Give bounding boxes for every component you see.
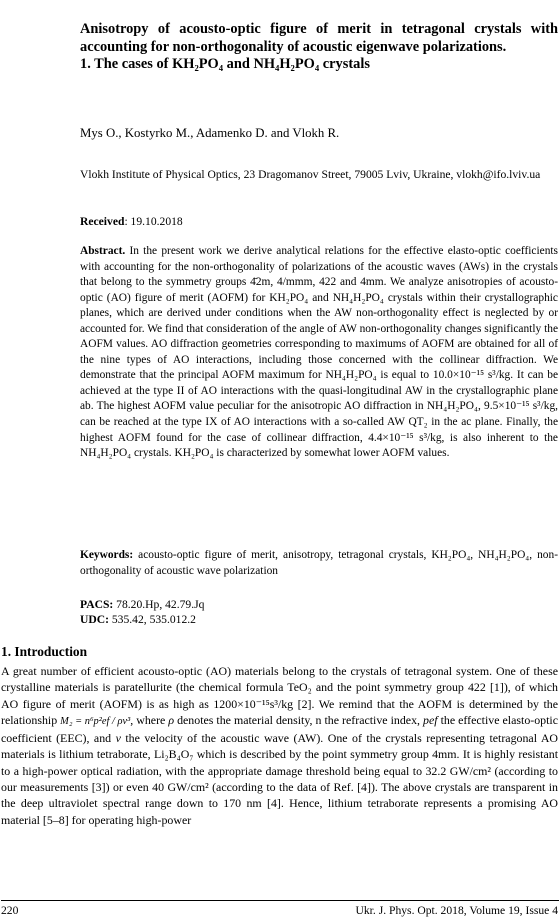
abstract-label: Abstract. bbox=[80, 245, 126, 257]
section-heading: 1. Introduction bbox=[1, 644, 88, 659]
udc-label: UDC: bbox=[80, 612, 109, 626]
abstract bbox=[80, 244, 558, 462]
pacs-label: PACS: bbox=[80, 598, 114, 611]
aofm-formula: M₂ = n⁶p²ef / ρv³ bbox=[60, 715, 131, 727]
intro-text-2: , where bbox=[130, 712, 169, 727]
author-list: Mys O., Kostyrko M., Adamenko D. and Vlokh R. bbox=[80, 126, 340, 140]
keywords bbox=[80, 548, 558, 579]
received-value: : 19.10.2018 bbox=[124, 215, 183, 228]
udc-value: 535.42, 535.012.2 bbox=[108, 612, 196, 626]
rho-symbol: ρ bbox=[168, 712, 175, 727]
page-number: 220 bbox=[1, 904, 19, 917]
keywords-label: Keywords: bbox=[80, 549, 134, 561]
intro-text-1: A great number of efficient acousto-optic (AO) materials belong to the crystals of tetragonal system. One of these crystalline materials is paratellurite (the chemical formula TeO₂ and the point symmetry group 422 [1]), of which AO figure of merit (AOFM) is as high as 1200×10⁻¹⁵s³/kg [2]. We remind that the AOFM is determined by the relationship bbox=[1, 664, 558, 727]
pef-symbol: pef bbox=[423, 712, 438, 727]
intro-text-3: denotes the material density, n the refractive index, bbox=[174, 712, 424, 727]
udc-line bbox=[80, 613, 204, 628]
intro-text-5: the velocity of the acoustic wave (AW). One of the crystals representing tetragonal AO materials is lithium tetraborate, Li₂B₄O₇ which is described by the point symmetry group 4mm. It is highly resistant to a high-power optical radiation, with the appropriate damage threshold being equal to 32.2 GW/cm² (according to our measurements [3]) or even 40 GW/cm² (according to the data of Ref. [4]). The above crystals are transparent in the deep ultraviolet spectral range down to 170 nm [4]. Hence, lithium tetraborate represents a promising AO material [5–8] for operating high-power bbox=[1, 731, 558, 827]
intro-text-4: the effective elasto-optic coefficient (EEC), and bbox=[1, 712, 558, 746]
pacs-line bbox=[80, 598, 204, 613]
pacs-value: 78.20.Hp, 42.79.Jq bbox=[113, 598, 205, 611]
title-subtitle: 1. The cases of KH₂PO₄ and NH₄H₂PO₄ crystals bbox=[80, 56, 370, 73]
title-main: Anisotropy of acousto-optic figure of merit in tetragonal crystals with accounting for non-orthogonality of acoustic eigenwave polarizations. bbox=[80, 21, 558, 55]
received-date bbox=[80, 215, 183, 228]
received-label: Received bbox=[80, 215, 125, 228]
footer-divider bbox=[1, 900, 559, 901]
velocity-symbol: v bbox=[115, 731, 121, 746]
introduction-paragraph bbox=[1, 663, 558, 828]
keywords-text: acousto-optic figure of merit, anisotropy, tetragonal crystals, KH₂PO₄, NH₄H₂PO₄, non-orthogonality of acoustic wave polarization bbox=[80, 549, 558, 577]
classification-codes bbox=[80, 598, 204, 628]
abstract-text: In the present work we derive analytical relations for the effective elasto-optic coefficients with accounting for the non-orthogonality of polarizations of the acoustic waves (AWs) in the crystals that belong to the symmetry groups 4̄2m, 4/mmm, 422 and 4mm. We analyze anisotropies of acousto-optic (AO) figure of merit (AOFM) for KH₂PO₄ and NH₄H₂PO₄ crystals within their crystallographic planes, which are derived under conditions when the AW non-orthogonality effect is neglected by or accounted for. We find that consideration of the angle of AW non-orthogonality changes significantly the AOFM values. AO diffraction geometries corresponding to maximums of AOFM are obtained for all of the nine types of AO interactions, including those concerned with the collinear diffraction. We demonstrate that the principal AOFM maximum for NH₄H₂PO₄ is equal to 10.0×10⁻¹⁵ s³/kg. It can be achieved at the type II of AO interactions with the quasi-longitudinal AW in the crystallographic plane ab. The highest AOFM value peculiar for the anisotropic AO diffraction in NH₄H₂PO₄, 9.5×10⁻¹⁵ s³/kg, can be reached at the type IX of AO interactions with a so-called AW QT₂ in the ac plane. Finally, the highest AOFM found for the case of collinear diffraction, 4.4×10⁻¹⁵ s³/kg, is also inherent to the NH₄H₂PO₄ crystals. KH₂PO₄ is characterized by somewhat lower AOFM values. bbox=[80, 245, 558, 460]
journal-citation: Ukr. J. Phys. Opt. 2018, Volume 19, Issue 4 bbox=[355, 904, 558, 917]
article-title bbox=[80, 21, 558, 74]
affiliation: Vlokh Institute of Physical Optics, 23 Dragomanov Street, 79005 Lviv, Ukraine, vlokh@ifo.lviv.ua bbox=[80, 168, 541, 181]
